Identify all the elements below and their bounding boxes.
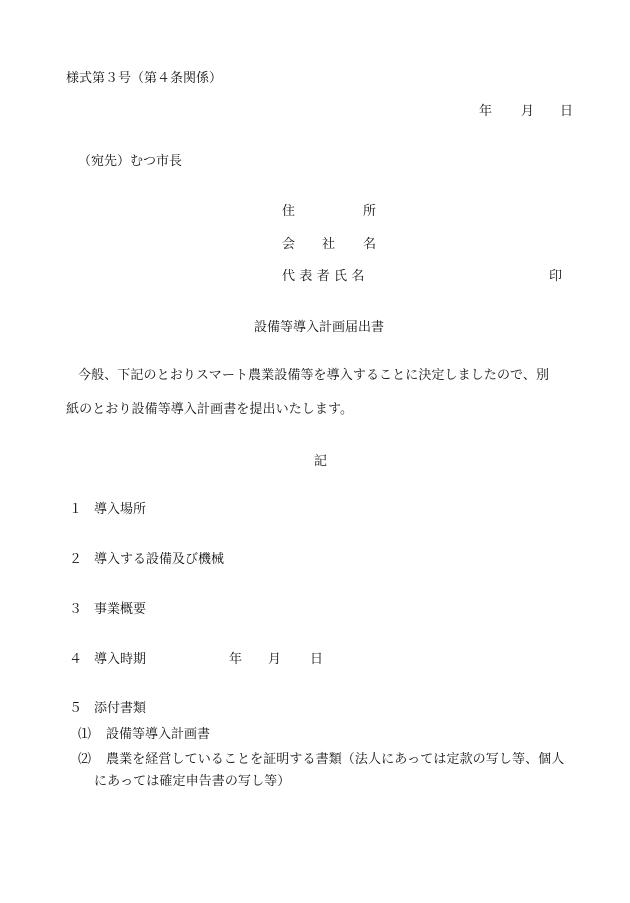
date-month-label: 月	[521, 104, 535, 119]
addressee: （宛先）むつ市長	[78, 154, 183, 169]
attachment-label-2-line-2: にあっては確定申告書の写し等）	[94, 774, 291, 789]
item-number-4: ４	[69, 652, 83, 667]
item-label-4: 導入時期	[94, 652, 147, 667]
date-year-label: 年	[479, 104, 493, 119]
company-name-label-first: 会	[282, 237, 296, 252]
attachment-number-2: ⑵	[78, 752, 92, 767]
item-4-year-label: 年	[229, 652, 243, 667]
address-label-left: 住	[282, 204, 296, 219]
company-name-label-third: 名	[363, 237, 377, 252]
body-line-1: 今般、下記のとおりスマート農業設備等を導入することに決定しましたので、別	[78, 368, 550, 383]
seal-label: 印	[549, 269, 563, 284]
attachment-number-1: ⑴	[78, 727, 92, 742]
address-label-right: 所	[363, 204, 377, 219]
body-line-2: 紙のとおり設備等導入計画書を提出いたします。	[66, 402, 354, 417]
item-4-day-label: 日	[310, 652, 324, 667]
item-number-1: １	[69, 502, 83, 517]
item-label-3: 事業概要	[94, 602, 147, 617]
item-number-5: ５	[69, 701, 83, 716]
document-title: 設備等導入計画届出書	[254, 320, 385, 335]
attachment-label-2-line-1: 農業を経営していることを証明する書類（法人にあっては定款の写し等、個人	[106, 752, 565, 767]
item-label-1: 導入場所	[94, 502, 147, 517]
attachment-label-1: 設備等導入計画書	[106, 727, 211, 742]
item-number-2: ２	[69, 552, 83, 567]
item-4-month-label: 月	[268, 652, 282, 667]
date-day-label: 日	[560, 104, 574, 119]
item-number-3: ３	[69, 602, 83, 617]
representative-name-label: 代 表 者 氏 名	[282, 269, 365, 284]
item-label-2: 導入する設備及び機械	[94, 552, 225, 567]
item-label-5: 添付書類	[94, 701, 147, 716]
record-heading: 記	[314, 454, 328, 469]
form-number: 様式第３号（第４条関係）	[66, 71, 223, 86]
company-name-label-second: 社	[322, 237, 336, 252]
